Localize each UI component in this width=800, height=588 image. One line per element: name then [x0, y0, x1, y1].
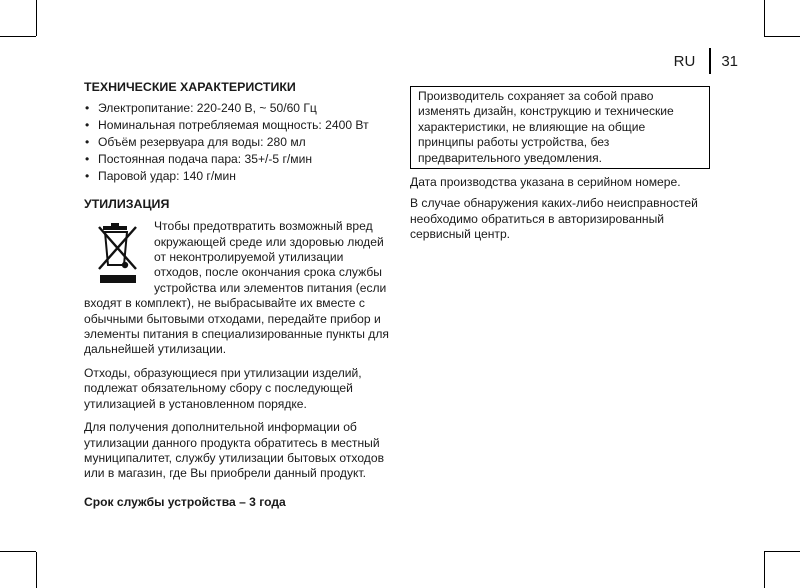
- service-life: Срок службы устройства – 3 года: [84, 494, 286, 509]
- crop-mark: [764, 552, 765, 588]
- specifications-list: [84, 101, 392, 184]
- crop-mark: [0, 551, 36, 552]
- notice-text: Производитель сохраняет за собой право изменять дизайн, конструкцию и технические характеристики, не влияющие на общие принципы работы устройства, без предварительного уведомления.: [418, 89, 674, 165]
- left-column: [84, 78, 392, 522]
- disposal-paragraph: Чтобы предотвратить возможный вред окружающей среде или здоровью людей от неконтролируемой утилизации отходов, после окончания срока службы устройства или элементов питания (если входят в комплект), не выбрасывайте их вместе с обычными бытовыми отходами, передайте прибор и элементы питания в специализированные пункты для дальнейшей утилизации.: [84, 219, 389, 357]
- disposal-paragraph: Для получения дополнительной информации об утилизации данного продукта обратитесь в местный муниципалитет, службу утилизации бытовых отходов или в магазин, где Вы приобрели данный продукт.: [84, 420, 384, 481]
- malfunction-text: В случае обнаружения каких-либо неисправностей необходимо обратиться в авторизированный сервисный центр.: [410, 196, 698, 242]
- page-number: 31: [721, 52, 738, 70]
- page-marker-divider: [709, 48, 711, 74]
- crop-mark: [0, 36, 36, 37]
- right-column: [410, 86, 710, 243]
- spec-item: • Номинальная потребляемая мощность: 2400 Вт: [84, 118, 392, 133]
- disposal-paragraph: Отходы, образующиеся при утилизации изделий, подлежат обязательному сбору с последующей утилизацией в установленном порядке.: [84, 365, 362, 411]
- production-date-text: Дата производства указана в серийном номере.: [410, 175, 681, 190]
- spec-item: • Паровой удар: 140 г/мин: [84, 169, 392, 184]
- disposal-heading: УТИЛИЗАЦИЯ: [84, 196, 170, 211]
- notice-box: [410, 86, 710, 169]
- language-code: RU: [673, 52, 696, 70]
- specifications-heading: ТЕХНИЧЕСКИЕ ХАРАКТЕРИСТИКИ: [84, 80, 296, 94]
- crop-mark: [764, 36, 800, 37]
- crop-mark: [764, 0, 765, 36]
- spec-item: • Постоянная подача пара: 35+/-5 г/мин: [84, 152, 392, 167]
- spec-item: • Объём резервуара для воды: 280 мл: [84, 135, 392, 150]
- crop-mark: [36, 552, 37, 588]
- spec-item: • Электропитание: 220-240 В, ~ 50/60 Гц: [84, 101, 392, 116]
- crossed-out-wheelie-bin-icon: [92, 221, 144, 285]
- crop-mark: [764, 551, 800, 552]
- crop-mark: [36, 0, 37, 36]
- disposal-section: [84, 219, 392, 358]
- page-marker: [674, 50, 738, 72]
